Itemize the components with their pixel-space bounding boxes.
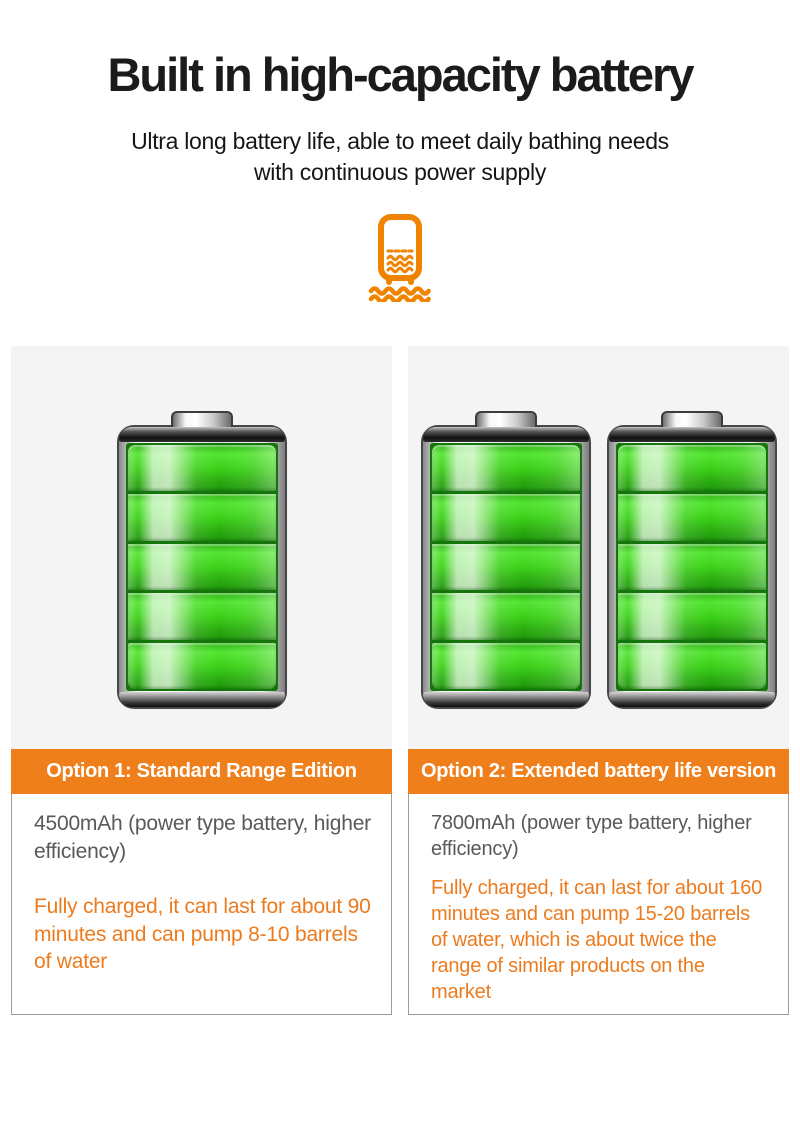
battery-cell xyxy=(618,494,766,540)
battery-bottom-cap xyxy=(423,692,589,707)
battery-cell xyxy=(128,544,276,590)
battery-cell xyxy=(618,643,766,689)
battery-terminal xyxy=(661,411,723,427)
battery-top-cap xyxy=(423,427,589,442)
battery-cell xyxy=(432,593,580,639)
option-1-capacity-text: 4500mAh (power type battery, higher efficiency) xyxy=(34,812,371,863)
page-title: Built in high-capacity battery xyxy=(107,48,693,101)
page-subtitle xyxy=(0,126,800,188)
battery-body xyxy=(607,425,777,709)
battery-cell xyxy=(128,494,276,540)
options-columns xyxy=(0,346,800,1015)
battery-cells xyxy=(126,443,278,691)
battery-cell xyxy=(432,494,580,540)
promo-page xyxy=(0,48,800,1130)
battery-illustration xyxy=(607,411,777,709)
battery-cell xyxy=(128,445,276,491)
battery-cell xyxy=(128,643,276,689)
option-1-detail-text: Fully charged, it can last for about 90 minutes and can pump 8-10 barrels of water xyxy=(34,895,371,974)
option-2-detail-text: Fully charged, it can last for about 160 minutes and can pump 15-20 barrels of water, which is about twice the range of similar products on the market xyxy=(431,876,763,1003)
option-2-battery-panel xyxy=(408,346,789,749)
battery-illustration xyxy=(421,411,591,709)
option-2-capacity-text: 7800mAh (power type battery, higher efficiency) xyxy=(431,812,752,861)
subtitle-line-2: with continuous power supply xyxy=(253,159,547,186)
option-1-battery-panel xyxy=(11,346,392,749)
option-2-column xyxy=(408,346,789,1015)
battery-terminal xyxy=(475,411,537,427)
battery-cell xyxy=(432,445,580,491)
battery-top-cap xyxy=(119,427,285,442)
battery-bottom-cap xyxy=(119,692,285,707)
battery-cell xyxy=(618,593,766,639)
battery-body xyxy=(117,425,287,709)
water-heater-icon xyxy=(358,214,442,302)
battery-terminal xyxy=(171,411,233,427)
battery-body xyxy=(421,425,591,709)
battery-top-cap xyxy=(609,427,775,442)
battery-cell xyxy=(432,643,580,689)
battery-cell xyxy=(618,445,766,491)
battery-cell xyxy=(618,544,766,590)
option-1-column xyxy=(11,346,392,1015)
subtitle-line-1: Ultra long battery life, able to meet daily bathing needs xyxy=(131,128,669,155)
battery-cells xyxy=(430,443,582,691)
option-2-details-box xyxy=(408,794,789,1015)
option-1-header: Option 1: Standard Range Edition xyxy=(11,749,392,794)
battery-bottom-cap xyxy=(609,692,775,707)
battery-illustration xyxy=(117,411,287,709)
battery-cell xyxy=(432,544,580,590)
battery-cells xyxy=(616,443,768,691)
battery-cell xyxy=(128,593,276,639)
option-2-header: Option 2: Extended battery life version xyxy=(408,749,789,794)
option-1-details-box xyxy=(11,794,392,1015)
